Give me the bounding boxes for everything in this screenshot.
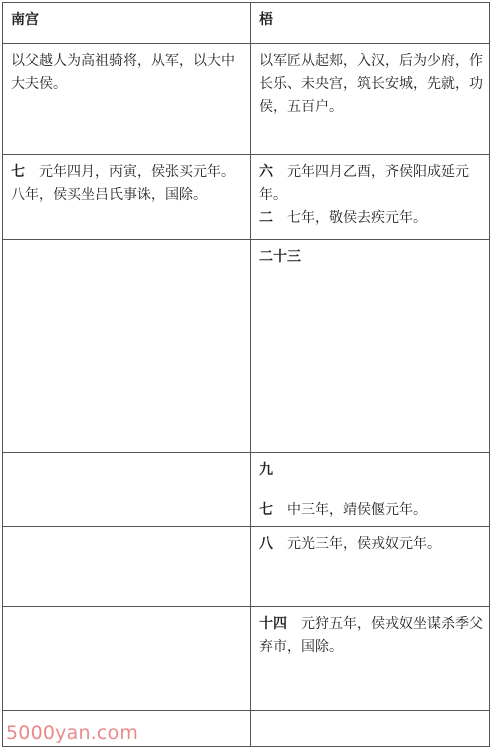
list-item	[259, 499, 483, 522]
list-item	[259, 207, 483, 230]
site-watermark: 5000yan.com	[6, 722, 139, 744]
header-wu: 梧	[251, 3, 490, 44]
year-count: 九	[259, 462, 273, 478]
year-count: 二	[259, 210, 273, 226]
entry-text: 元年四月，丙寅，侯张买元年。	[39, 164, 235, 180]
entry-text: 元年四月乙酉，齐侯阳成延元年。	[259, 164, 469, 203]
year-count: 十四	[259, 616, 287, 632]
year-count: 八	[259, 536, 273, 552]
cell-nangong-reign3	[3, 453, 251, 527]
list-item	[11, 184, 244, 207]
header-row	[3, 3, 490, 44]
cell-wu-reign4	[251, 527, 490, 607]
history-table	[2, 2, 490, 747]
list-item	[11, 161, 244, 184]
list-item	[259, 161, 483, 207]
year-count: 二十三	[259, 249, 301, 265]
table-row	[3, 527, 490, 607]
cell-wu-empty	[251, 711, 490, 747]
table-row	[3, 155, 490, 240]
entry-text: 中三年，靖侯偃元年。	[287, 502, 427, 518]
cell-wu-reign2	[251, 240, 490, 453]
year-count: 六	[259, 164, 273, 180]
cell-nangong-origin: 以父越人为高祖骑将，从军，以大中大夫侯。	[3, 44, 251, 155]
cell-nangong-reign2	[3, 240, 251, 453]
cell-nangong-reign1	[3, 155, 251, 240]
cell-wu-reign5	[251, 607, 490, 711]
header-nangong: 南宫	[3, 3, 251, 44]
table-row	[3, 44, 490, 155]
entry-text: 八年，侯买坐吕氏事诛，国除。	[11, 187, 207, 203]
year-count: 七	[11, 164, 25, 180]
entry-text: 元狩五年，侯戎奴坐谋杀季父弃市，国除。	[259, 616, 483, 655]
cell-nangong-reign5	[3, 607, 251, 711]
table-row	[3, 607, 490, 711]
year-count: 七	[259, 502, 273, 518]
table-row	[3, 240, 490, 453]
entry-text: 元光三年，侯戎奴元年。	[287, 536, 441, 552]
cell-wu-reign3	[251, 453, 490, 527]
cell-nangong-reign4	[3, 527, 251, 607]
list-item	[259, 459, 483, 482]
entry-text: 七年，敬侯去疾元年。	[287, 210, 427, 226]
table-row	[3, 453, 490, 527]
cell-wu-reign1	[251, 155, 490, 240]
cell-wu-origin: 以军匠从起郏，入汉，后为少府，作长乐、未央宫，筑长安城，先就，功侯，五百户。	[251, 44, 490, 155]
